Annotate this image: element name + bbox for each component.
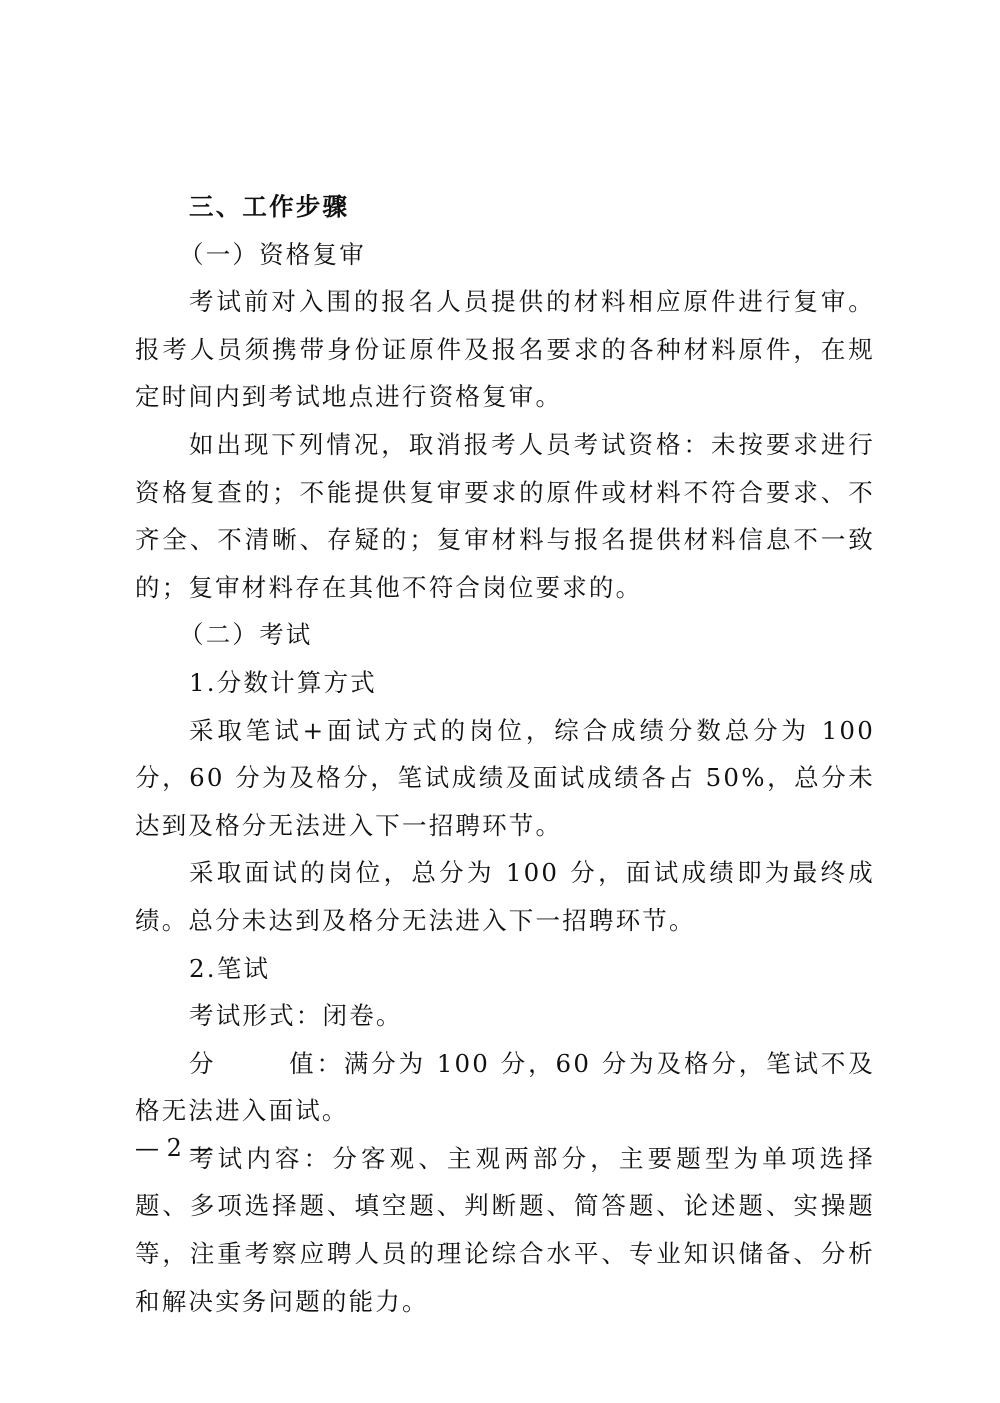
paragraph-score-value [135,1040,875,1135]
paragraph-disqualification-conditions: 如出现下列情况，取消报考人员考试资格：未按要求进行资格复查的；不能提供复审要求的原件或材料不符合要求、不齐全、不清晰、存疑的；复审材料与报名提供材料信息不一致的；复审材料存在其他不符合岗位要求的。 [135,429,875,602]
section-title: 三、工作步骤 [189,192,350,221]
score-value-text: ：满分为 100 分，60 分为及格分，笔试不及格无法进入面试。 [135,1048,875,1126]
paragraph-exam-format: 考试形式：闭卷。 [189,1001,403,1031]
paragraph-exam-content: 考试内容：分客观、主观两部分，主要题型为单项选择题、多项选择题、填空题、判断题、简答题、论述题、实操题等，注重考察应聘人员的理论综合水平、专业知识储备、分析和解决实务问题的能力。 [135,1143,875,1316]
score-value-label-part-1: 分 [189,1048,217,1078]
subsection-heading-qualification-review: （一）资格复审 [179,239,366,269]
item-heading-written-exam: 2.笔试 [189,953,271,983]
paragraph-review-procedure: 考试前对入围的报名人员提供的材料相应原件进行复审。报考人员须携带身份证原件及报名要求的各种材料原件，在规定时间内到考试地点进行资格复审。 [135,287,875,412]
page-number: — 2 — [135,1134,214,1162]
subsection-heading-exam: （二）考试 [179,620,313,650]
score-value-label-part-2: 值 [288,1048,317,1078]
document-body [135,183,875,1325]
paragraph-interview-only-scoring: 采取面试的岗位，总分为 100 分，面试成绩即为最终成绩。总分未达到及格分无法进入下一招聘环节。 [135,858,875,935]
paragraph-written-and-interview-scoring: 采取笔试+面试方式的岗位，综合成绩分数总分为 100 分，60 分为及格分，笔试成绩及面试成绩各占 50%，总分未达到及格分无法进入下一招聘环节。 [135,715,875,840]
item-heading-score-calculation: 1.分数计算方式 [189,667,377,697]
